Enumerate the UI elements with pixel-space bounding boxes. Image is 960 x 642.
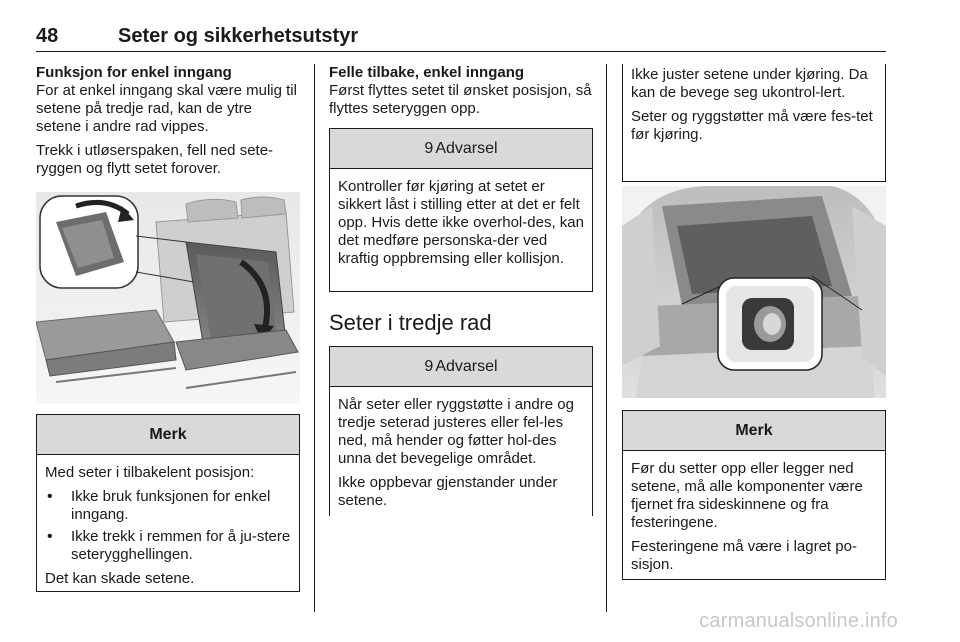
column-1 — [36, 64, 300, 184]
column-divider — [314, 64, 315, 612]
section-title: Seter i tredje rad — [329, 310, 492, 335]
warning-box — [329, 128, 593, 292]
section-heading: Funksjon for enkel inngang — [36, 64, 232, 81]
note-title: Merk — [623, 411, 885, 451]
seat-fold-illustration — [36, 192, 300, 404]
warning-text: Ikke juster setene under kjøring. Da kan de bevege seg ukontrol-lert. — [631, 66, 868, 101]
list-item: • Ikke bruk funksjonen for enkel inngang. — [45, 488, 291, 524]
note-box — [36, 414, 300, 592]
warning-text: Seter og ryggstøtter må være fes-tet før kjøring. — [631, 108, 873, 143]
site-watermark: carmanualsonline.info — [699, 610, 898, 632]
warning-header — [330, 129, 592, 169]
section-heading: Felle tilbake, enkel inngang — [329, 64, 525, 81]
paragraph: Trekk i utløserspaken, fell ned sete-ryggen og flytt setet forover. — [36, 142, 274, 177]
warning-text: Ikke oppbevar gjenstander under setene. — [338, 474, 558, 509]
note-text: Festeringene må være i lagret po-sisjon. — [631, 538, 857, 573]
warning-header — [330, 347, 592, 387]
note-outro: Det kan skade setene. — [45, 570, 195, 587]
column-2 — [329, 64, 593, 516]
note-title: Merk — [37, 415, 299, 455]
note-list — [45, 488, 291, 564]
warning-title: Advarsel — [435, 140, 498, 157]
column-3 — [622, 64, 886, 182]
note-intro: Med seter i tilbakelent posisjon: — [45, 464, 255, 481]
warning-icon: 9 — [424, 358, 434, 375]
warning-text: Når seter eller ryggstøtte i andre og tredje seterad justeres eller fel-les ned, må hender og føtter hol-des unna det bevegelige området. — [338, 396, 574, 467]
column-divider — [606, 64, 607, 612]
note-box — [622, 410, 886, 580]
warning-box — [329, 346, 593, 516]
page-number: 48 — [36, 25, 59, 47]
note-text: Før du setter opp eller legger ned setene, må alle komponenter være fjernet fra sideskinnene og fra festeringene. — [631, 460, 863, 531]
paragraph: Først flyttes setet til ønsket posisjon, så flyttes seteryggen opp. — [329, 82, 592, 117]
warning-icon: 9 — [424, 140, 434, 157]
continued-warning-box — [622, 64, 886, 182]
list-item: • Ikke trekk i remmen for å ju-stere seterygghellingen. — [45, 528, 291, 564]
page-title: Seter og sikkerhetsutstyr — [118, 25, 359, 47]
car-seat-rail-illustration — [622, 186, 886, 398]
warning-text: Kontroller før kjøring at setet er sikkert låst i stilling etter at det er felt opp. Hvis dette ikke overhol-des, kan det medføre personska-der ved kraftig oppbremsing eller kollisjon. — [338, 178, 584, 267]
paragraph: For at enkel inngang skal være mulig til setene på tredje rad, kan de ytre setene i andre rad vippes. — [36, 82, 297, 135]
warning-title: Advarsel — [435, 358, 498, 375]
page-header — [36, 26, 886, 52]
